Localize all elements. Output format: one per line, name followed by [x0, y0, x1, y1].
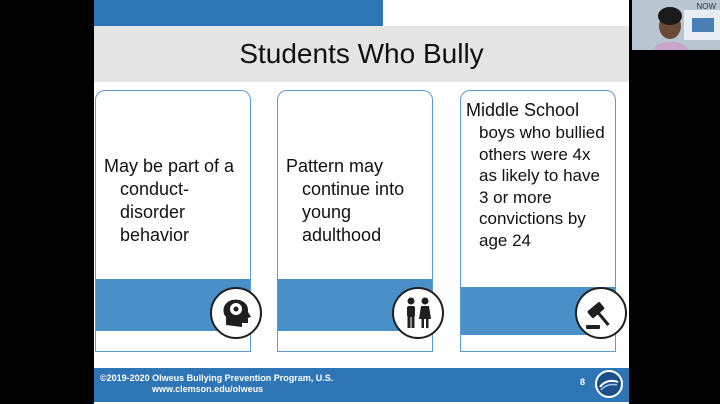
card-text	[466, 99, 611, 251]
couple-icon	[392, 287, 444, 339]
brain-head-icon	[210, 287, 262, 339]
footer-text	[100, 373, 333, 395]
card-text-line1: Middle School	[466, 100, 580, 120]
olweus-logo-icon	[595, 370, 623, 398]
top-accent-strip	[94, 0, 383, 26]
card-conduct-disorder	[95, 90, 251, 352]
card-middle-school	[460, 90, 616, 352]
slide-title: Students Who Bully	[239, 38, 484, 69]
card-pattern-continue	[277, 90, 433, 352]
page-number: 8	[579, 377, 585, 387]
webcam-overlay-text: NOW	[696, 2, 716, 11]
card-text-rest: conduct-disorder behavior	[120, 179, 190, 245]
card-text-rest: boys who bullied others were 4x as likely to have 3 or more convictions by age 24	[479, 123, 605, 250]
card-text-line1: Pattern may	[286, 156, 384, 176]
copyright-text: ©2019-2020 Olweus Bullying Prevention Program, U.S.	[100, 373, 334, 383]
webcam-video-feed	[632, 0, 720, 50]
presentation-slide	[94, 0, 629, 404]
card-text-line1: May be part of a	[104, 156, 235, 176]
card-text	[286, 155, 428, 247]
footer-url[interactable]: www.clemson.edu/olweus	[152, 384, 264, 394]
card-text-rest: continue into young adulthood	[302, 179, 405, 245]
card-text	[104, 155, 246, 247]
slide-footer	[94, 368, 629, 402]
gavel-icon	[575, 287, 627, 339]
